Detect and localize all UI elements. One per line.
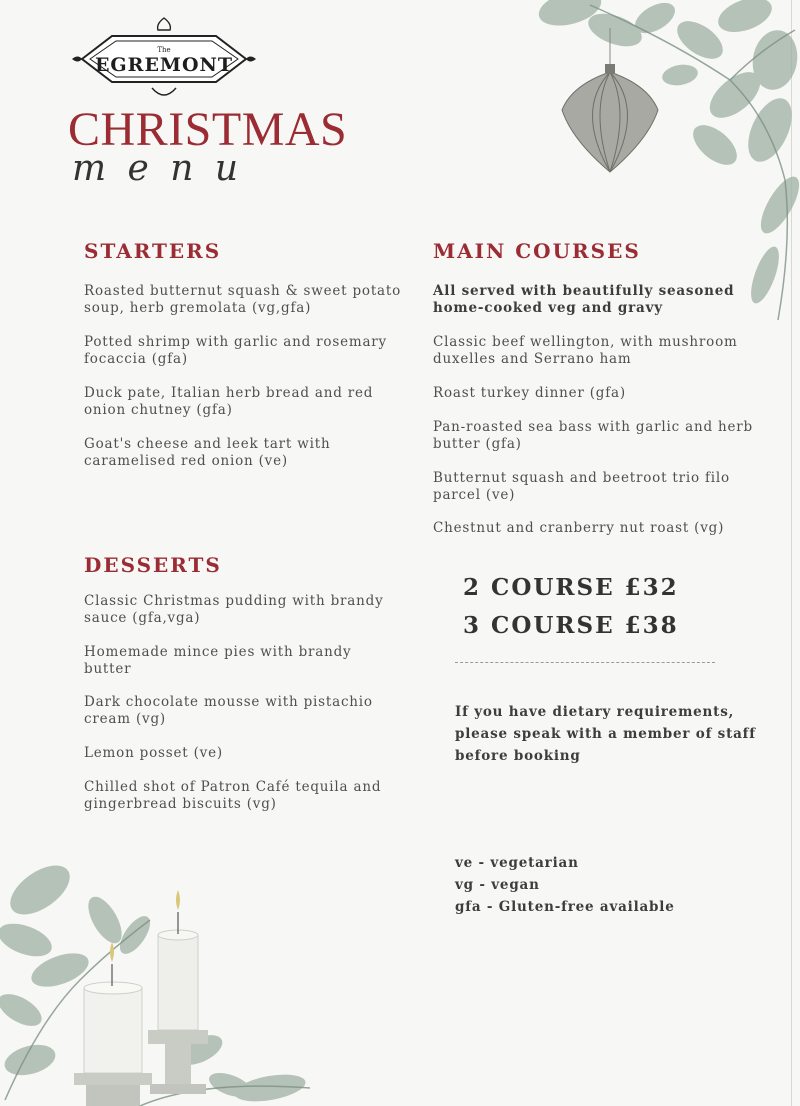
candle-tall: [148, 890, 208, 1094]
legend-item: gfa - Gluten-free available: [455, 899, 675, 915]
starter-item: Potted shrimp with garlic and rosemary focaccia (gfa): [84, 334, 387, 367]
starters-heading: STARTERS: [84, 239, 222, 263]
candles-foliage-bottom-left: [0, 860, 320, 1106]
dessert-item: Homemade mince pies with brandy butter: [84, 644, 352, 677]
dessert-item: Chilled shot of Patron Café tequila and gingerbread biscuits (vg): [84, 779, 382, 812]
main-courses-heading: MAIN COURSES: [433, 239, 641, 263]
foliage-ornament-top-right: [530, 0, 800, 330]
starter-item: Goat's cheese and leek tart with caramelised red onion (ve): [84, 436, 331, 469]
legend-item: vg - vegan: [455, 877, 540, 893]
mains-intro: All served with beautifully seasoned home-cooked veg and gravy: [433, 283, 735, 316]
main-item: Classic beef wellington, with mushroom duxelles and Serrano ham: [433, 334, 738, 367]
price-two-course: 2 COURSE £32: [463, 574, 679, 601]
menu-title: CHRISTMAS: [68, 103, 348, 156]
menu-subtitle: [72, 150, 252, 190]
price-three-course: 3 COURSE £38: [463, 612, 679, 639]
legend-item: ve - vegetarian: [455, 855, 579, 871]
dessert-item: Dark chocolate mousse with pistachio cream (vg): [84, 694, 373, 727]
starter-item: Duck pate, Italian herb bread and red onion chutney (gfa): [84, 385, 374, 418]
dessert-item: Classic Christmas pudding with brandy sauce (gfa,vga): [84, 593, 384, 626]
main-item: Pan-roasted sea bass with garlic and herb butter (gfa): [433, 419, 753, 452]
menu-subtitle-text: menu: [72, 150, 242, 189]
bauble-ornament: [562, 64, 658, 172]
main-item: Butternut squash and beetroot trio filo parcel (ve): [433, 470, 730, 503]
main-item: Chestnut and cranberry nut roast (vg): [433, 520, 725, 536]
desserts-heading: DESSERTS: [84, 553, 222, 577]
logo-name: EGREMONT: [94, 54, 234, 76]
egremont-logo: [72, 16, 256, 102]
starter-item: Roasted butternut squash & sweet potato soup, herb gremolata (vg,gfa): [84, 283, 402, 316]
dietary-note: If you have dietary requirements, please speak with a member of staff before booking: [455, 704, 756, 764]
dessert-item: Lemon posset (ve): [84, 745, 223, 761]
logo-the: The: [157, 46, 171, 54]
main-item: Roast turkey dinner (gfa): [433, 385, 626, 401]
divider: [455, 662, 715, 663]
